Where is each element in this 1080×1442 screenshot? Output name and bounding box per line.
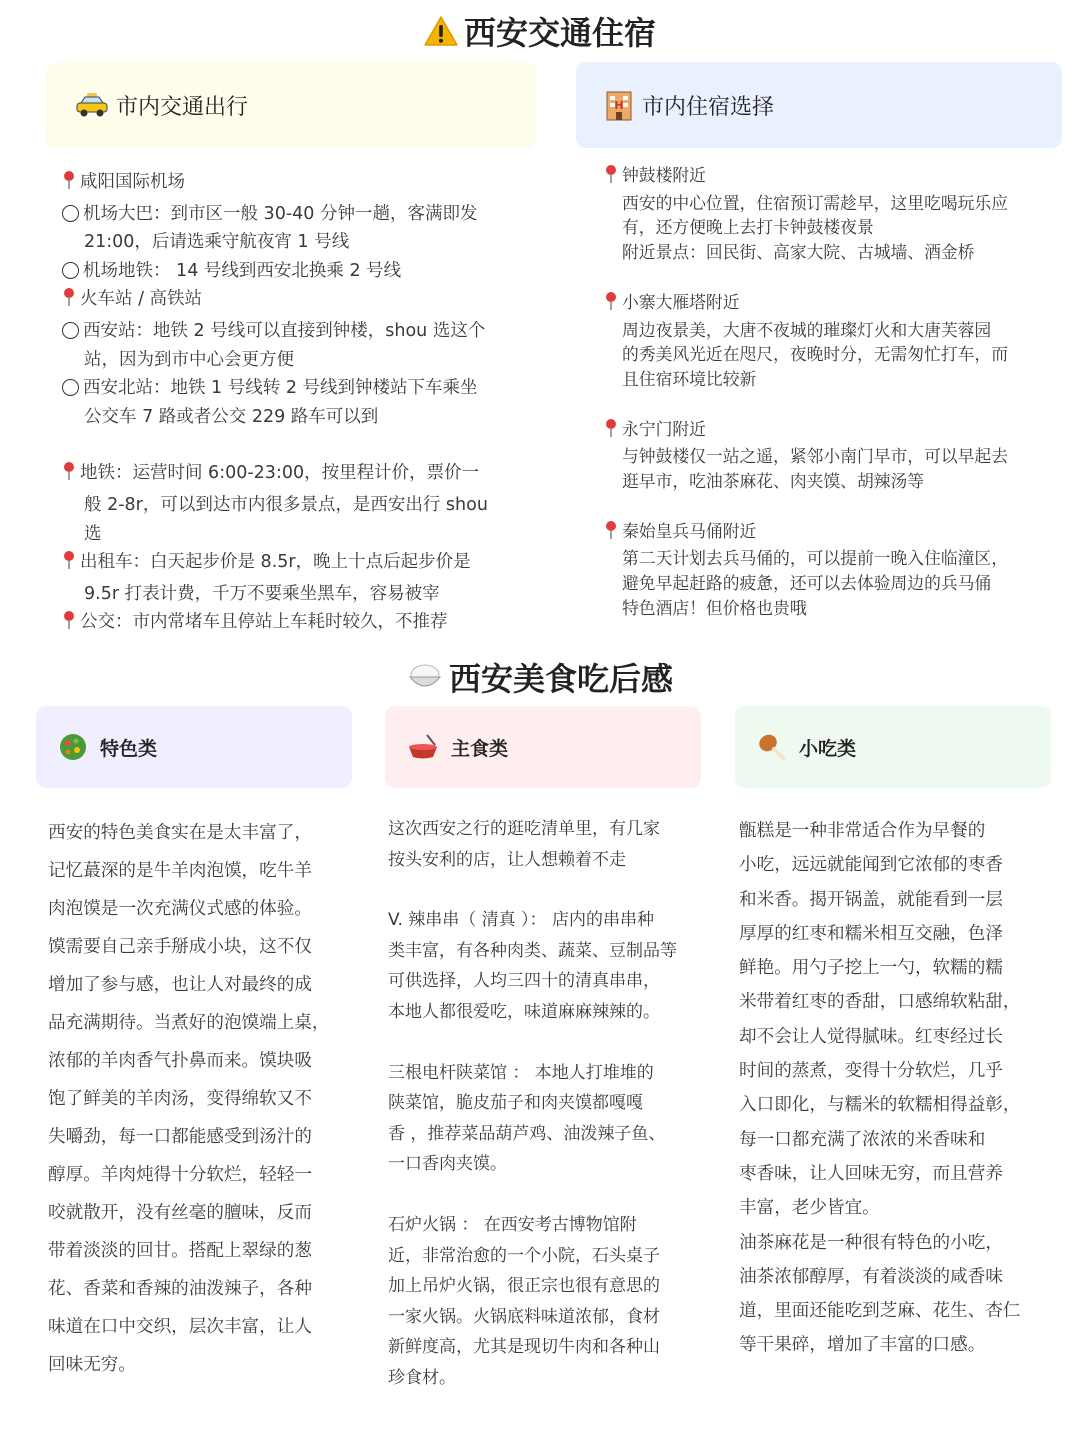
transport-card-body [62,168,488,640]
round-pushpin-icon [62,287,80,317]
list-item: 西安北站：地铁 1 号线转 2 号线到钟楼站下车乘坐 [62,374,488,403]
circle-bullet-icon [62,322,79,339]
special-food-card-header: 特色类 [36,706,352,788]
round-pushpin-icon [604,418,622,445]
special-food-card-body: 西安的特色美食实在是太丰富了， 记忆蕞深的是牛羊肉泡馍，吃牛羊 肉泡馍是一次充满仪式感的体验。 馍需要自己亲手掰成小块，这不仅 增加了参与感，也让人对最终的成 品充满期待。当煮好的泡馍端上桌， 浓郁的羊肉香气扑鼻而来。馍块吸 饱了鲜美的羊肉汤，变得绵软又不 失嚼劲，每一口都能感受到汤汁的 醇厚。羊肉炖得十分软烂，轻轻一 咬就散开，没有丝毫的膻味，反而 带着淡淡的回甘。搭配上翠绿的葱 花、香菜和香辣的油泼辣子，各种 味道在口中交织，层次丰富，让人 回味无穷。 [48,823,330,1375]
snack-food-card-body: 甑糕是一种非常适合作为早餐的 小吃，远远就能闻到它浓郁的枣香 和米香。揭开锅盖，就能看到一层 厚厚的红枣和糯米相互交融，色泽 鲜艳。用勺子挖上一勺，软糯的糯 米带着红枣的香甜，口感绵软粘甜， 却不会让人觉得腻味。红枣经过长 时间的蒸煮，变得十分软烂，几乎 入口即化，与糯米的软糯相得益彰， 每一口都充满了浓浓的米香味和 枣香味，让人回味无穷，而且营养 丰富，老少皆宜。 油茶麻花是一种很有特色的小吃， 油茶浓郁醇厚，有着淡淡的咸香味 道，里面还能吃到芝麻、花生、杏仁 等干果碎，增加了丰富的口感。 [739,821,1021,1356]
lodging-area-heading: 永宁门附近 [604,417,1008,445]
list-item: 般 2-8r，可以到达市内很多景点，是西安出行 shou [84,494,488,515]
list-item: 西安站：地铁 2 号线可以直接到钟楼，shou 选这个 [62,317,488,346]
transport-section-title: 西安交通住宿 [0,8,1080,55]
round-pushpin-icon [604,291,622,318]
list-item: 站，因为到市中心会更方便 [84,349,294,370]
list-item: 机场大巴：到市区一般 30-40 分钟一趟，客满即发 [62,200,488,229]
circle-bullet-icon [62,262,79,279]
lodging-card-label: 市内住宿选择 [642,94,775,120]
list-item: 机场地铁： 14 号线到西安北换乘 2 号线 [62,257,488,286]
stew-pot-icon [407,733,439,761]
list-item: 咸阳国际机场 [62,168,488,200]
food-section-title: 西安美食吃后感 [0,654,1080,701]
list-item: 9.5r 打表计费，千万不要乘坐黑车，容易被宰 [84,583,440,604]
warning-icon [424,15,458,55]
rice-bowl-icon [407,661,443,701]
taxi-icon [74,91,110,119]
transport-card-header [46,62,536,148]
round-pushpin-icon [604,520,622,547]
staple-food-card-header: 主食类 [385,706,701,788]
list-item: 公交：市内常堵车且停站上车耗时较久，不推荐 [62,608,488,640]
round-pushpin-icon [62,170,80,200]
lodging-area-heading: 秦始皇兵马俑附近 [604,519,1008,547]
list-item: 火车站 / 高铁站 [62,285,488,317]
list-item: 选 [84,523,102,544]
lodging-card-header [576,62,1062,148]
list-item: 地铁：运营时间 6:00-23:00，按里程计价，票价一 [62,459,488,491]
round-pushpin-icon [604,164,622,191]
snack-food-card-header: 小吃类 [735,706,1051,788]
salad-icon [58,732,88,762]
circle-bullet-icon [62,379,79,396]
drumstick-icon [757,732,787,762]
round-pushpin-icon [62,461,80,491]
lodging-area-heading: 小寨大雁塔附近 [604,290,1008,318]
circle-bullet-icon [62,205,79,222]
svg-text:H: H [614,99,624,112]
list-item: 21:00，后请选乘守航夜宵 1 号线 [84,232,350,253]
list-item: 出租车：白天起步价是 8.5r，晚上十点后起步价是 [62,548,488,580]
staple-food-card-body: 这次西安之行的逛吃清单里，有几家 按头安利的店，让人想赖着不走 V. 辣串串（ 清真 ）： 店内的串串种 类丰富，有各种肉类、蔬菜、豆制品等 可供选择，人均三四十的清真串串， 本地人都很爱吃，味道麻麻辣辣的。 三根电杆陕菜馆 ： 本地人打堆堆的 陕菜馆，脆皮茄子和肉夹馍都嘎嘎 香 ，推荐菜品葫芦鸡、油泼辣子鱼、 一口香肉夹馍。 石炉火锅 ： 在西安考古博物馆附 近，非常治愈的一个小院，石头桌子 加上吊炉火锅，很正宗也很有意思的 一家火锅。火锅底料味道浓郁，食材 新鲜度高，尤其是现切牛肉和各种山 珍食材。 [388,819,677,1388]
list-item: 公交车 7 路或者公交 229 路车可以到 [84,406,379,427]
transport-card-label: 市内交通出行 [116,94,249,120]
lodging-card-body: 钟鼓楼附近 西安的中心位置，住宿预订需趁早，这里吃喝玩乐应 有，还方便晚上去打卡钟鼓楼夜景 附近景点：回民街、高家大院、古城墙、酒金桥 小寨大雁塔附近 周边夜景美，大唐不夜城的璀璨灯火和大唐芙蓉园 的秀美风光近在咫尺，夜晚时分，无需匆忙打车，而 且住宿环境比较新 永宁门附近 与钟鼓楼仅一站之遥，紧邻小南门早市，可以早起去 逛早市，吃油茶麻花、肉夹馍、胡辣汤等 秦始皇兵马俑附近 第二天计划去兵马俑的，可以提前一晚入住临潼区， 避免早起赶路的疲惫，还可以去体验周边的兵马俑 特色酒店！但价格也贵哦 [604,163,1008,621]
round-pushpin-icon [62,610,80,640]
round-pushpin-icon [62,550,80,580]
hotel-icon [602,88,636,122]
lodging-area-heading: 钟鼓楼附近 [604,163,1008,191]
